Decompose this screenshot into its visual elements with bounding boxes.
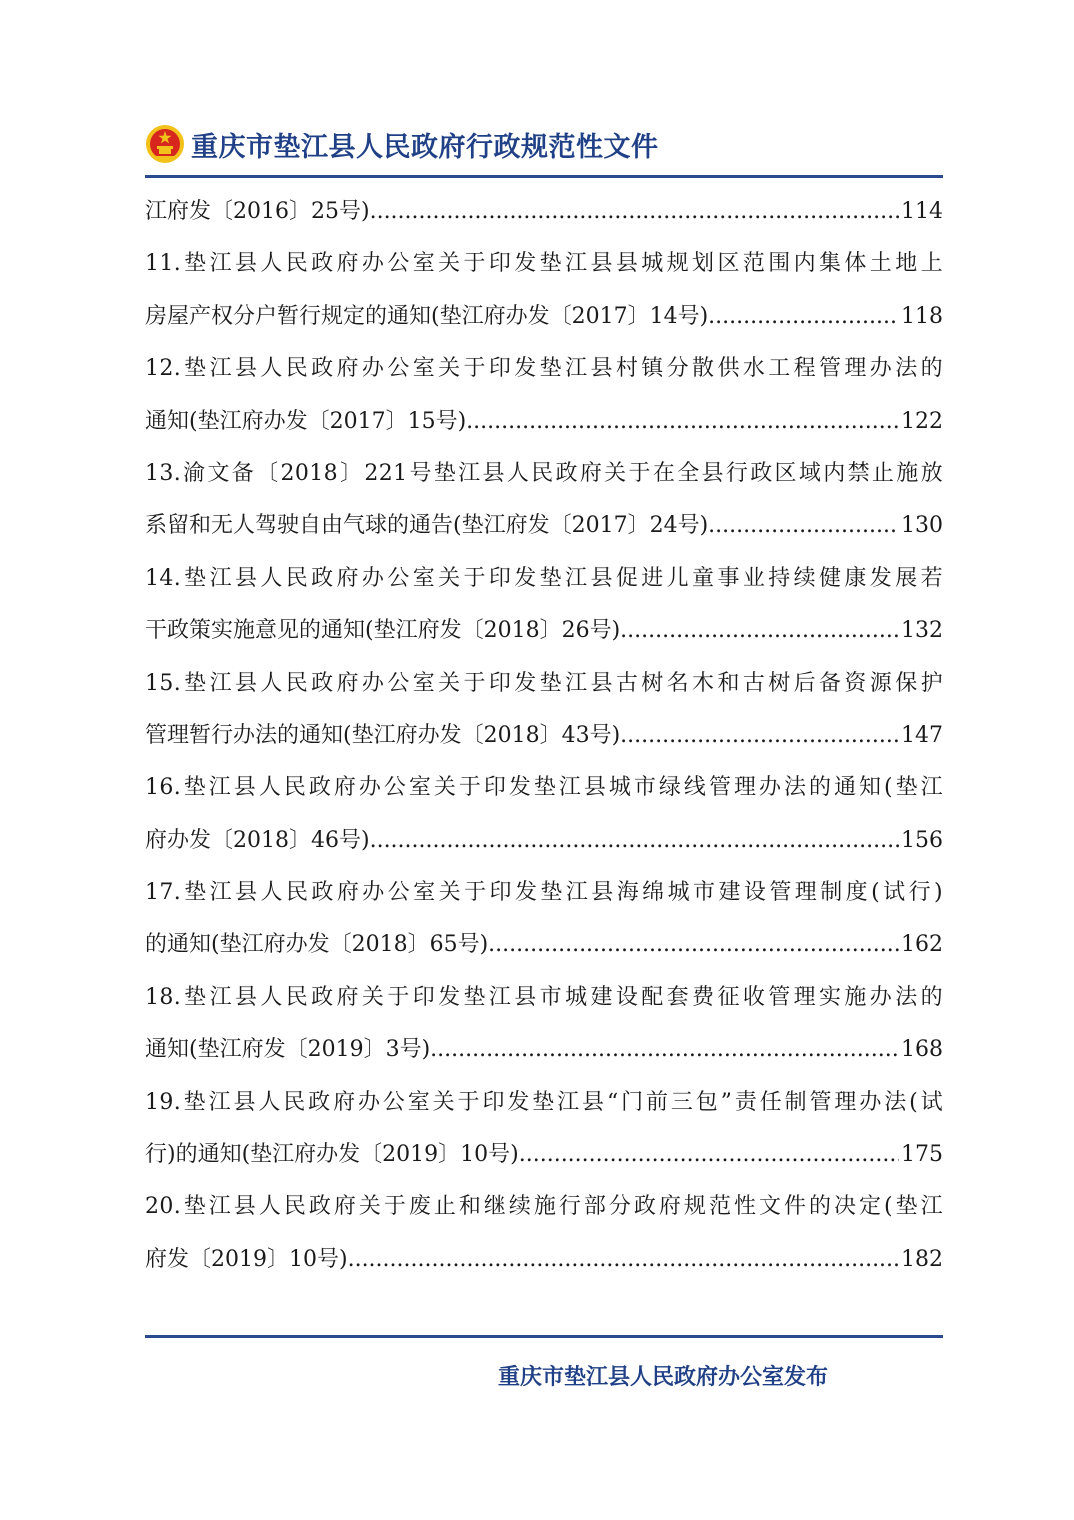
toc-entry-16-line-2: [145, 815, 943, 867]
toc-entry-title: 系留和无人驾驶自由气球的通告(垫江府发〔2017〕24号): [145, 513, 709, 539]
toc-entry-11-line-2: [145, 291, 943, 343]
toc-entry-title: 府办发〔2018〕46号): [145, 827, 370, 853]
toc-leader-dots: [348, 1234, 899, 1286]
toc-entry-13-line-1: 13.渝文备〔2018〕221号垫江县人民政府关于在全县行政区域内禁止施放: [145, 460, 943, 486]
toc-entry-title: 通知(垫江府发〔2019〕3号): [145, 1037, 431, 1063]
toc-page-number: 162: [901, 932, 943, 958]
header-divider: [145, 175, 943, 178]
toc-leader-dots: [708, 500, 899, 552]
toc-entry-title: 管理暂行办法的通知(垫江府办发〔2018〕43号): [145, 722, 621, 748]
toc-entry-10-line-2: [145, 186, 943, 238]
toc-entry-12-line-2: [145, 396, 943, 448]
toc-leader-dots: [620, 710, 899, 762]
table-of-contents: [145, 186, 943, 1286]
toc-entry-title: 干政策实施意见的通知(垫江府发〔2018〕26号): [145, 618, 621, 644]
toc-page-number: 118: [901, 303, 943, 329]
toc-leader-dots: [708, 291, 899, 343]
toc-leader-dots: [370, 186, 899, 238]
toc-entry-20-line-2: [145, 1234, 943, 1286]
toc-leader-dots: [430, 1024, 899, 1076]
toc-entry-11-line-1: 11.垫江县人民政府办公室关于印发垫江县县城规划区范围内集体土地上: [145, 251, 943, 277]
toc-page-number: 156: [901, 827, 943, 853]
national-emblem-icon: [145, 124, 185, 164]
toc-page-number: 175: [901, 1142, 943, 1168]
toc-entry-17-line-2: [145, 919, 943, 971]
toc-entry-19-line-1: 19.垫江县人民政府办公室关于印发垫江县“门前三包”责任制管理办法(试: [145, 1089, 943, 1115]
toc-page-number: 122: [901, 408, 943, 434]
toc-entry-19-line-2: [145, 1129, 943, 1181]
toc-entry-18-line-1: 18.垫江县人民政府关于印发垫江县市城建设配套费征收管理实施办法的: [145, 984, 943, 1010]
toc-page-number: 130: [901, 513, 943, 539]
toc-page-number: 147: [901, 722, 943, 748]
toc-entry-title: 江府发〔2016〕25号): [145, 199, 370, 224]
toc-entry-title: 府发〔2019〕10号): [145, 1246, 348, 1272]
toc-entry-title: 的通知(垫江府办发〔2018〕65号): [145, 932, 489, 958]
page-header: [145, 120, 945, 168]
toc-leader-dots: [620, 605, 899, 657]
toc-leader-dots: [466, 396, 899, 448]
toc-entry-14-line-1: 14.垫江县人民政府办公室关于印发垫江县促进儿童事业持续健康发展若: [145, 565, 943, 591]
header-title: 重庆市垫江县人民政府行政规范性文件: [191, 131, 659, 163]
toc-leader-dots: [519, 1129, 899, 1181]
toc-entry-16-line-1: 16.垫江县人民政府办公室关于印发垫江县城市绿线管理办法的通知(垫江: [145, 775, 943, 801]
footer-divider: [145, 1335, 943, 1338]
toc-entry-14-line-2: [145, 605, 943, 657]
toc-page-number: 168: [901, 1037, 943, 1063]
toc-entry-17-line-1: 17.垫江县人民政府办公室关于印发垫江县海绵城市建设管理制度(试行): [145, 880, 943, 906]
toc-leader-dots: [488, 919, 899, 971]
toc-entry-13-line-2: [145, 500, 943, 552]
toc-page-number: 132: [901, 618, 943, 644]
toc-page-number: 114: [901, 199, 943, 224]
toc-entry-15-line-2: [145, 710, 943, 762]
toc-entry-18-line-2: [145, 1024, 943, 1076]
toc-entry-title: 通知(垫江府办发〔2017〕15号): [145, 408, 467, 434]
toc-leader-dots: [370, 815, 899, 867]
toc-entry-15-line-1: 15.垫江县人民政府办公室关于印发垫江县古树名木和古树后备资源保护: [145, 670, 943, 696]
footer-publisher: 重庆市垫江县人民政府办公室发布: [498, 1365, 829, 1390]
toc-entry-12-line-1: 12.垫江县人民政府办公室关于印发垫江县村镇分散供水工程管理办法的: [145, 356, 943, 382]
toc-entry-title: 行)的通知(垫江府办发〔2019〕10号): [145, 1142, 519, 1168]
toc-entry-title: 房屋产权分户暂行规定的通知(垫江府办发〔2017〕14号): [145, 303, 709, 329]
toc-entry-20-line-1: 20.垫江县人民政府关于废止和继续施行部分政府规范性文件的决定(垫江: [145, 1194, 943, 1220]
toc-page-number: 182: [901, 1246, 943, 1272]
